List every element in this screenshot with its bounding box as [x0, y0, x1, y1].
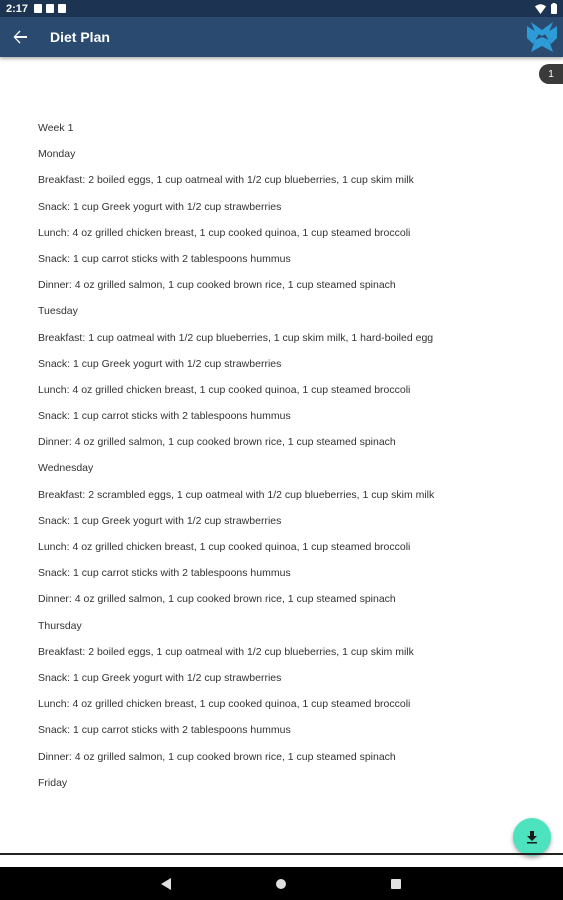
document-line: Dinner: 4 oz grilled salmon, 1 cup cooked brown rice, 1 cup steamed spinach: [38, 750, 396, 763]
document-line: Snack: 1 cup carrot sticks with 2 tablespoons hummus: [38, 410, 291, 423]
document-line: Lunch: 4 oz grilled chicken breast, 1 cup cooked quinoa, 1 cup steamed broccoli: [38, 226, 411, 239]
battery-icon: [551, 3, 557, 14]
status-time: 2:17: [6, 2, 29, 15]
document-line: Friday: [38, 776, 68, 789]
document-line: Snack: 1 cup Greek yogurt with 1/2 cup strawberries: [38, 200, 282, 213]
document-line: Snack: 1 cup Greek yogurt with 1/2 cup strawberries: [38, 514, 282, 527]
download-icon: [525, 830, 539, 844]
document-line: Breakfast: 2 scrambled eggs, 1 cup oatmeal with 1/2 cup blueberries, 1 cup skim milk: [38, 488, 435, 501]
notification-icon: [58, 4, 66, 13]
document-line: Breakfast: 2 boiled eggs, 1 cup oatmeal with 1/2 cup blueberries, 1 cup skim milk: [38, 174, 414, 187]
notification-icon: [46, 4, 54, 13]
system-nav-bar: [0, 867, 563, 900]
nav-back-button[interactable]: [158, 876, 174, 892]
wifi-icon: [535, 4, 546, 14]
app-bar: [0, 17, 563, 57]
notification-icon: [34, 4, 42, 13]
back-button[interactable]: [8, 25, 32, 49]
document-line: Snack: 1 cup Greek yogurt with 1/2 cup strawberries: [38, 357, 282, 370]
nav-home-button[interactable]: [273, 876, 289, 892]
status-bar: [0, 0, 563, 17]
arrow-back-icon: [12, 29, 28, 45]
nav-home-icon: [275, 878, 287, 890]
nav-back-icon: [160, 878, 172, 890]
document-line: Dinner: 4 oz grilled salmon, 1 cup cooked brown rice, 1 cup steamed spinach: [38, 593, 396, 606]
document-line: Snack: 1 cup Greek yogurt with 1/2 cup strawberries: [38, 671, 282, 684]
notification-icons: [34, 4, 66, 13]
document-line: Tuesday: [38, 305, 78, 318]
system-icons: [535, 3, 557, 14]
document-line: Snack: 1 cup carrot sticks with 2 tablespoons hummus: [38, 252, 291, 265]
document-line: Breakfast: 2 boiled eggs, 1 cup oatmeal with 1/2 cup blueberries, 1 cup skim milk: [38, 645, 414, 658]
divider: [0, 853, 563, 855]
nav-recents-icon: [390, 878, 402, 890]
page-title: Diet Plan: [50, 29, 110, 45]
document-line: Thursday: [38, 619, 82, 632]
document-line: Dinner: 4 oz grilled salmon, 1 cup cooked brown rice, 1 cup steamed spinach: [38, 436, 396, 449]
document-line: Snack: 1 cup carrot sticks with 2 tablespoons hummus: [38, 567, 291, 580]
app-logo-icon: [523, 20, 561, 54]
document-line: Monday: [38, 148, 76, 161]
document-content: [38, 121, 548, 802]
document-line: Breakfast: 1 cup oatmeal with 1/2 cup blueberries, 1 cup skim milk, 1 hard-boiled egg: [38, 331, 434, 344]
document-line: Lunch: 4 oz grilled chicken breast, 1 cup cooked quinoa, 1 cup steamed broccoli: [38, 383, 411, 396]
document-line: Dinner: 4 oz grilled salmon, 1 cup cooked brown rice, 1 cup steamed spinach: [38, 279, 396, 292]
document-line: Wednesday: [38, 462, 94, 475]
document-line: Snack: 1 cup carrot sticks with 2 tablespoons hummus: [38, 724, 291, 737]
download-button[interactable]: [513, 818, 551, 856]
document-line: Lunch: 4 oz grilled chicken breast, 1 cup cooked quinoa, 1 cup steamed broccoli: [38, 698, 411, 711]
document-line: Lunch: 4 oz grilled chicken breast, 1 cup cooked quinoa, 1 cup steamed broccoli: [38, 541, 411, 553]
document-line: Week 1: [38, 122, 74, 134]
nav-recents-button[interactable]: [388, 876, 404, 892]
page-indicator: 1: [539, 64, 563, 84]
